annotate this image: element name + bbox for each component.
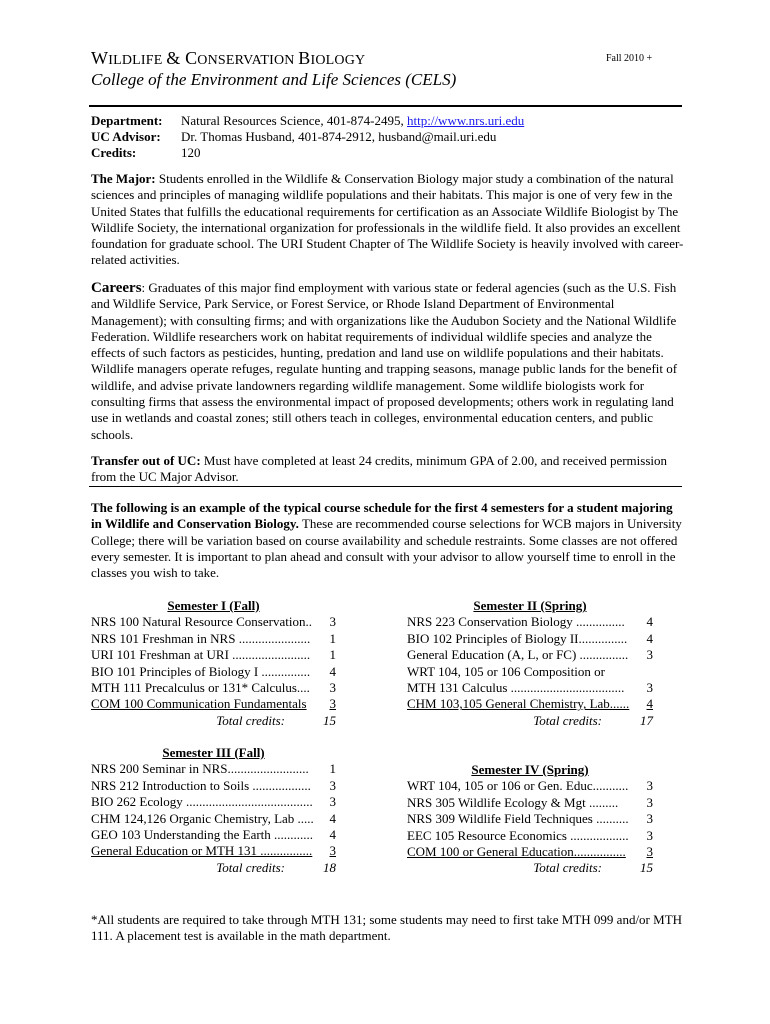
course-credits: 3 xyxy=(646,647,653,663)
course-name: GEO 103 Understanding the Earth ............ xyxy=(91,827,314,843)
course-name: CHM 124,126 Organic Chemistry, Lab ..... xyxy=(91,810,314,826)
title-initial: W xyxy=(91,48,109,68)
major-lead: The Major: xyxy=(91,171,156,186)
department-value xyxy=(181,113,524,129)
credits-value: 120 xyxy=(181,145,201,160)
course-name: CHM 103,105 General Chemistry, Lab...... xyxy=(407,696,630,712)
total-value: 15 xyxy=(640,860,653,876)
title-initial: & C xyxy=(166,48,198,68)
careers-text: : Graduates of this major find employment with various state or federal agencies (such as the U.S. Fish and Wildlife Service, Park Service, or Forest Service, or Rhode Island Department of Environmental Management); with consulting firms; and with organizations like the Audubon Society and the National Wildlife Federation. Wildlife researchers work on habitat requirements of individual wildlife species and analyze the effects of such factors as pesticides, hunting, predation and land use on wildlife populations and their habitats. Wildlife managers operate refuges, regulate hunting and trapping seasons, manage public lands for the benefit of wildlife, and advise private landowners regarding wildlife management. Some wildlife biologists work for consulting firms that assess the environmental impact of proposed developments; others work in regulating land use in wetlands and coastal zones; still others teach in colleges, environmental education centers, and public schools. xyxy=(91,280,678,442)
semester-heading: Semester IV (Spring) xyxy=(471,762,589,777)
course-row xyxy=(407,811,653,827)
course-name: General Education (A, L, or FC) ............... xyxy=(407,647,629,663)
total-label: Total credits: xyxy=(216,859,285,875)
course-name: BIO 102 Principles of Biology II............... xyxy=(407,630,628,646)
advisor-value: Dr. Thomas Husband, 401-874-2912, husband@mail.uri.edu xyxy=(181,129,497,144)
course-row xyxy=(91,680,336,696)
course-credits xyxy=(651,664,653,680)
course-credits: 4 xyxy=(329,827,336,843)
course-name: WRT 104, 105 or 106 or Gen. Educ........... xyxy=(407,778,629,794)
semester-total xyxy=(91,713,336,729)
course-row xyxy=(91,778,336,794)
department-label: Department: xyxy=(91,113,163,128)
schedule-intro-lead: The following is an example of the typical course schedule for the first 4 semesters for a student majoring in Wildlife and Conservation Biology. xyxy=(91,500,673,532)
course-row xyxy=(407,614,653,630)
semester-1 xyxy=(91,598,336,729)
course-credits: 3 xyxy=(329,680,336,696)
course-credits: 3 xyxy=(646,680,653,696)
course-name: BIO 262 Ecology ....................................... xyxy=(91,794,313,810)
total-label: Total credits: xyxy=(216,712,285,728)
department-row xyxy=(91,113,524,129)
course-name: MTH 111 Precalculus or 131* Calculus.... xyxy=(91,680,310,696)
page-subtitle: College of the Environment and Life Sciences (CELS) xyxy=(91,70,457,89)
schedule-intro xyxy=(91,500,686,581)
transfer-text: Must have completed at least 24 credits, minimum GPA of 2.00, and received permission from the UC Major Advisor. xyxy=(91,453,668,485)
course-credits: 3 xyxy=(646,778,653,794)
transfer-lead: Transfer out of UC: xyxy=(91,453,201,468)
major-paragraph xyxy=(91,171,686,269)
course-credits: 1 xyxy=(329,761,336,777)
course-row xyxy=(407,680,653,696)
course-name: MTH 131 Calculus ................................... xyxy=(407,680,625,696)
course-credits: 3 xyxy=(646,794,653,810)
credits-label: Credits: xyxy=(91,145,137,160)
course-name: COM 100 or General Education................ xyxy=(407,844,626,860)
total-value: 17 xyxy=(640,712,653,728)
course-name: NRS 200 Seminar in NRS......................... xyxy=(91,761,309,777)
course-credits: 1 xyxy=(329,647,336,663)
course-credits: 3 xyxy=(329,696,336,712)
careers-paragraph xyxy=(91,280,686,443)
course-row xyxy=(91,827,336,843)
program-info xyxy=(91,113,524,161)
course-credits: 3 xyxy=(329,843,336,859)
course-name: NRS 305 Wildlife Ecology & Mgt ......... xyxy=(407,794,619,810)
semester-total xyxy=(91,860,336,876)
semester-heading: Semester II (Spring) xyxy=(473,598,587,613)
department-text: Natural Resources Science, 401-874-2495, xyxy=(181,113,407,128)
title-smallcaps: ONSERVATION xyxy=(197,53,299,68)
total-label: Total credits: xyxy=(533,712,602,728)
semester-3 xyxy=(91,745,336,876)
section-divider xyxy=(89,486,682,487)
course-name: URI 101 Freshman at URI ........................ xyxy=(91,647,311,663)
credits-row xyxy=(91,145,524,161)
footnote: *All students are required to take through MTH 131; some students may need to first take MTH 099 and/or MTH 111. A placement test is available in the math department. xyxy=(91,912,683,944)
semester-4 xyxy=(407,762,653,877)
careers-lead: Careers xyxy=(91,280,142,296)
course-row xyxy=(407,828,653,844)
course-row xyxy=(91,664,336,680)
course-name: WRT 104, 105 or 106 Composition or xyxy=(407,663,605,679)
total-value: 15 xyxy=(323,712,336,728)
semester-heading: Semester III (Fall) xyxy=(162,745,265,760)
page-title xyxy=(91,48,365,69)
course-name: NRS 101 Freshman in NRS ...................... xyxy=(91,630,311,646)
course-credits: 3 xyxy=(329,614,336,630)
course-credits: 4 xyxy=(329,663,336,679)
semester-total xyxy=(407,860,653,876)
course-row xyxy=(407,647,653,663)
course-credits: 3 xyxy=(329,777,336,793)
course-credits: 3 xyxy=(646,827,653,843)
course-row xyxy=(407,631,653,647)
course-name: General Education or MTH 131 ................ xyxy=(91,843,313,859)
course-credits: 4 xyxy=(646,614,653,630)
course-name: NRS 212 Introduction to Soils .................. xyxy=(91,777,311,793)
schedule-intro-text: These are recommended course selections for WCB majors in University College; there will be variation based on course availability and schedule restraints. Some classes are not offered every semester. It is important to plan ahead and consult with your advisor to allow yourself time to enroll in the classes you wish to take. xyxy=(91,516,682,581)
course-name: COM 100 Communication Fundamentals xyxy=(91,696,307,712)
term-label: Fall 2010 + xyxy=(606,53,653,64)
course-row xyxy=(91,647,336,663)
advisor-row xyxy=(91,129,524,145)
course-row xyxy=(91,794,336,810)
course-credits: 4 xyxy=(646,630,653,646)
course-row xyxy=(91,631,336,647)
course-name: BIO 101 Principles of Biology I ............... xyxy=(91,663,311,679)
course-row xyxy=(407,778,653,794)
department-link[interactable]: http://www.nrs.uri.edu xyxy=(407,113,525,128)
transfer-paragraph xyxy=(91,453,686,486)
course-credits: 3 xyxy=(329,794,336,810)
course-row xyxy=(91,614,336,630)
course-row xyxy=(91,696,336,712)
course-name: NRS 309 Wildlife Field Techniques .......... xyxy=(407,811,629,827)
title-smallcaps: IOLOGY xyxy=(310,53,366,68)
course-credits: 1 xyxy=(329,630,336,646)
course-name: NRS 223 Conservation Biology ............... xyxy=(407,614,625,630)
course-name: NRS 100 Natural Resource Conservation.. xyxy=(91,614,312,630)
advisor-label: UC Advisor: xyxy=(91,129,161,144)
course-credits: 3 xyxy=(646,811,653,827)
semester-total xyxy=(407,713,653,729)
total-label: Total credits: xyxy=(533,860,602,876)
course-row xyxy=(91,761,336,777)
semester-heading: Semester I (Fall) xyxy=(167,598,260,613)
course-credits: 4 xyxy=(646,696,653,712)
course-row xyxy=(407,664,653,680)
course-row xyxy=(91,811,336,827)
course-credits: 4 xyxy=(329,810,336,826)
course-row xyxy=(407,696,653,712)
title-smallcaps: ILDLIFE xyxy=(108,53,167,68)
course-row xyxy=(91,843,336,859)
title-initial: B xyxy=(298,48,311,68)
semester-2 xyxy=(407,598,653,729)
course-credits: 3 xyxy=(646,844,653,860)
course-row xyxy=(407,844,653,860)
total-value: 18 xyxy=(323,859,336,875)
header-divider xyxy=(89,105,682,107)
course-row xyxy=(407,795,653,811)
course-name: EEC 105 Resource Economics .................. xyxy=(407,827,629,843)
major-text: Students enrolled in the Wildlife & Conservation Biology major study a combination of the natural sciences and principles of managing wildlife populations and their habitats. This major is one of very few in the United States that fulfills the educational requirements for certification as an Associate Wildlife Biologist by The Wildlife Society, the international organization for professionals in the wildlife field. It also provides an excellent foundation for graduate school. The URI Student Chapter of The Wildlife Society is heavily involved with career-related activities. xyxy=(91,171,684,268)
